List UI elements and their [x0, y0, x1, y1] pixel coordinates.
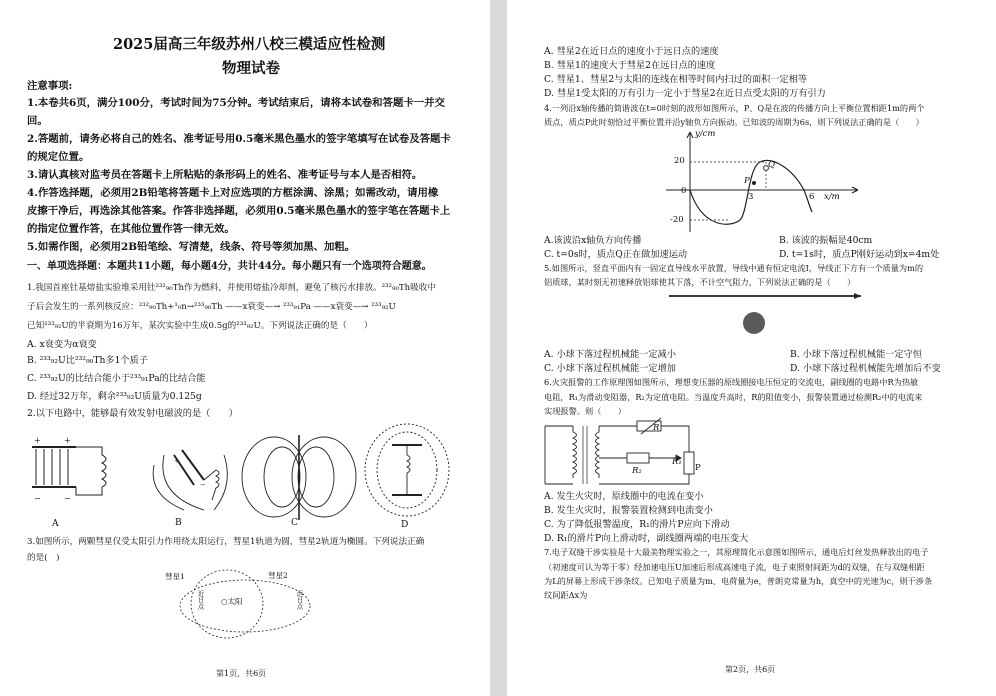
q4-text: 4.一列沿x轴传播的简谐波在t=0时刻的波形如图所示，P、Q是在波的传播方向上平衡位置相距1m的两个: [544, 103, 925, 113]
far-point-label: 远日点: [295, 590, 304, 610]
q5-option-c: C. 小球下落过程机械能一定增加: [544, 363, 676, 374]
q5-option-a: A. 小球下落过程机械能一定减小: [544, 349, 676, 360]
note-line: 5.如需作图，必须用2B铅笔绘、写清楚，线条、符号等须加黑、加粗。: [27, 241, 356, 253]
x-tick-3: 3: [748, 192, 754, 202]
q-label: Q: [768, 160, 775, 170]
page-2: [507, 0, 996, 696]
circuit-b: [153, 450, 227, 510]
circuit-d: [365, 424, 449, 516]
note-line: 的规定位置。: [27, 151, 90, 163]
q6-option-d: D. R₁的滑片P向上滑动时，副线圈两端的电压变大: [544, 533, 749, 544]
q1-text: 子后会发生的一系列核反应：²³²₉₀Th+¹₀n→²³³₉₀Th ——x衰变—→ ²³³₉₁Pa ——x衰变—→ ²³³₉₂U: [27, 302, 396, 312]
q4-option-d: D. t=1s时，质点P刚好运动到x=4m处: [779, 249, 940, 260]
q6-circuit-figure: [543, 418, 713, 492]
r1-resistor: [684, 452, 694, 474]
q7-text: （初速度可认为等于零）经加速电压U加速后形成高速电子流，电子束照射间距为d的双缝，在与双缝相距: [544, 562, 925, 572]
note-line: 的指定位置作答，在其他位置作答一律无效。: [27, 223, 235, 235]
section-heading: 一、单项选择题：本题共11小题，每小题4分，共计44分。每小题只有一个选项符合题意。: [27, 261, 432, 272]
exam-title: 2025届高三年级苏州八校三模适应性检测: [113, 36, 386, 53]
note-line: 回。: [27, 115, 48, 127]
exam-subtitle: 物理试卷: [222, 60, 280, 77]
note-line: 1.本卷共6页，满分100分，考试时间为75分钟。考试结束后，请将本试卷和答题卡一并交: [27, 97, 445, 109]
q3-option-d: D. 彗星1受太阳的万有引力一定小于彗星2在近日点受太阳的万有引力: [544, 88, 826, 99]
q2-text: 2.以下电路中，能够最有效发射电磁波的是（ ）: [27, 408, 238, 419]
q2-label-b: B: [175, 517, 182, 528]
circuit-c: [242, 435, 356, 520]
note-line: 4.作答选择题，必须用2B铅笔将答题卡上对应选项的方框涂满、涂黑；如需改动，请用橡: [27, 187, 439, 199]
q5-wire-figure: [667, 286, 867, 336]
q3-option-b: B. 彗星1的速度大于彗星2在远日点的速度: [544, 60, 716, 71]
q7-text: 为L的屏幕上形成干涉条纹。已知电子质量为m、电荷量为e，普朗克常量为h，真空中的光速为c，则干涉条: [544, 576, 933, 586]
q2-label-d: D: [401, 519, 409, 530]
q3-option-c: C. 彗星1、彗星2与太阳的连线在相等时间内扫过的面积一定相等: [544, 74, 808, 85]
note-line: 2.答题前，请务必将自己的姓名、准考证号用0.5毫米黑色墨水的签字笔填写在试卷及答题卡: [27, 133, 451, 145]
q4-option-c: C. t=0s时，质点Q正在做加速运动: [544, 249, 688, 260]
circuit-a: [32, 436, 106, 503]
x-tick-6: 6: [809, 192, 815, 202]
q7-text: 纹间距Δx为: [544, 590, 588, 600]
origin-label: 0: [681, 186, 687, 196]
p-label: P: [744, 176, 750, 186]
notes-heading: 注意事项:: [27, 80, 73, 92]
q5-text: 5.如图所示，竖直平面内有一固定直导线水平放置，导线中通有恒定电流I，导线正下方有一个质量为m的: [544, 263, 924, 273]
y-axis-label: y/cm: [695, 129, 716, 139]
slider-p-label: P: [695, 463, 701, 473]
q6-text: 实现报警。则（ ）: [544, 406, 626, 416]
q1-text: 已知²³³₉₂U的半衰期为16万年，某次实验中生成0.5g的²³³₉₂U。下列说法正确的是（ ）: [27, 321, 373, 331]
y-tick-neg20: -20: [670, 215, 684, 225]
page-gap: [490, 0, 507, 696]
q1-option-d: D. 经过32万年，剩余²³³₉₂U质量为0.125g: [27, 391, 202, 402]
sun-label: ○太阳: [221, 597, 243, 606]
q3-text: 3.如图所示，两颗彗星仅受太阳引力作用绕太阳运行，彗星1轨道为圆，彗星2轨道为椭圆。下列说法正确: [27, 537, 425, 547]
q4-text: 质点，质点P此时刻恰过平衡位置并沿y轴负方向振动。已知波的周期为6s，则下列说法正确的是（ ）: [544, 117, 924, 127]
svg-text:−: −: [200, 481, 206, 489]
svg-text:+: +: [34, 436, 41, 445]
q7-text: 7.电子双缝干涉实验是十大最美物理实验之一，其原理简化示意图如图所示，通电后灯丝发热释放出的电子: [544, 547, 929, 557]
near-point-label: 近日点: [196, 590, 205, 610]
y-tick-20: 20: [674, 156, 685, 166]
q3-text: 的是( ): [27, 553, 60, 563]
q5-option-b: B. 小球下落过程机械能一定守恒: [790, 349, 923, 360]
q1-option-c: C. ²³³₉₂U的比结合能小于²³³₉₁Pa的比结合能: [27, 373, 206, 384]
page-footer: 第1页，共6页: [216, 669, 267, 678]
q6-text: 电阻，R₁为滑动变阻器，R₂为定值电阻。当温度升高时，R的阻值变小，报警装置通过检测R₂中的电流来: [544, 392, 923, 402]
note-line: 皮擦干净后，再选涂其他答案。作答非选择题，必须用0.5毫米黑色墨水的签字笔在答题卡上: [27, 205, 451, 217]
q6-option-b: B. 发生火灾时，报警装置检测到电流变小: [544, 505, 713, 516]
comet1-label: 彗星1: [165, 572, 185, 581]
r2-label: R₂: [632, 466, 642, 476]
aluminum-ball: [743, 312, 765, 334]
q5-text: 铝质球，某时刻无初速释放铝球使其下落，不计空气阻力，下列说法正确的是（ ）: [544, 277, 856, 287]
q4-wave-graph: [662, 128, 862, 232]
q1-text: 1.我国首座钍基熔盐实验堆采用钍²³²₉₀Th作为燃料，并使用熔盐冷却剂，避免了核污水排放。²³²₉₀Th吸收中: [27, 283, 436, 293]
note-line: 3.请认真核对监考员在答题卡上所粘贴的条形码上的姓名、准考证号与本人是否相符。: [27, 169, 423, 181]
page-1: [0, 0, 490, 696]
q3-option-a: A. 彗星2在近日点的速度小于远日点的速度: [544, 46, 719, 57]
comet2-label: 彗星2: [268, 571, 288, 580]
q1-option-b: B. ²³³₉₂U比²³²₉₀Th多1个质子: [27, 355, 148, 366]
r-label: R: [653, 423, 660, 433]
r1-label: R₁: [672, 457, 682, 467]
svg-text:−: −: [64, 494, 71, 503]
svg-text:+: +: [64, 436, 71, 445]
page-footer: 第2页，共6页: [725, 665, 776, 674]
svg-text:−: −: [34, 494, 41, 503]
q1-option-a: A. x衰变为α衰变: [27, 339, 97, 350]
q6-text: 6.火灾报警的工作原理图如图所示，理想变压器的原线圈接电压恒定的交流电，副线圈的电路中R为热敏: [544, 377, 919, 387]
q6-option-c: C. 为了降低报警温度，R₁的滑片P应向下滑动: [544, 519, 730, 530]
q5-option-d: D. 小球下落过程机械能先增加后不变: [790, 363, 941, 374]
point-p: [752, 181, 756, 185]
q6-option-a: A. 发生火灾时，原线圈中的电流在变小: [544, 491, 704, 502]
q4-option-a: A.该波沿x轴负方向传播: [544, 235, 642, 246]
svg-text:+: +: [174, 457, 180, 465]
q2-circuits-figure: [24, 425, 454, 530]
q2-label-a: A: [52, 518, 59, 529]
q4-option-b: B. 该波的振幅是40cm: [779, 235, 873, 246]
r2-resistor: [627, 453, 649, 463]
x-axis-label: x/m: [824, 192, 840, 202]
q2-label-c: C: [291, 517, 299, 528]
